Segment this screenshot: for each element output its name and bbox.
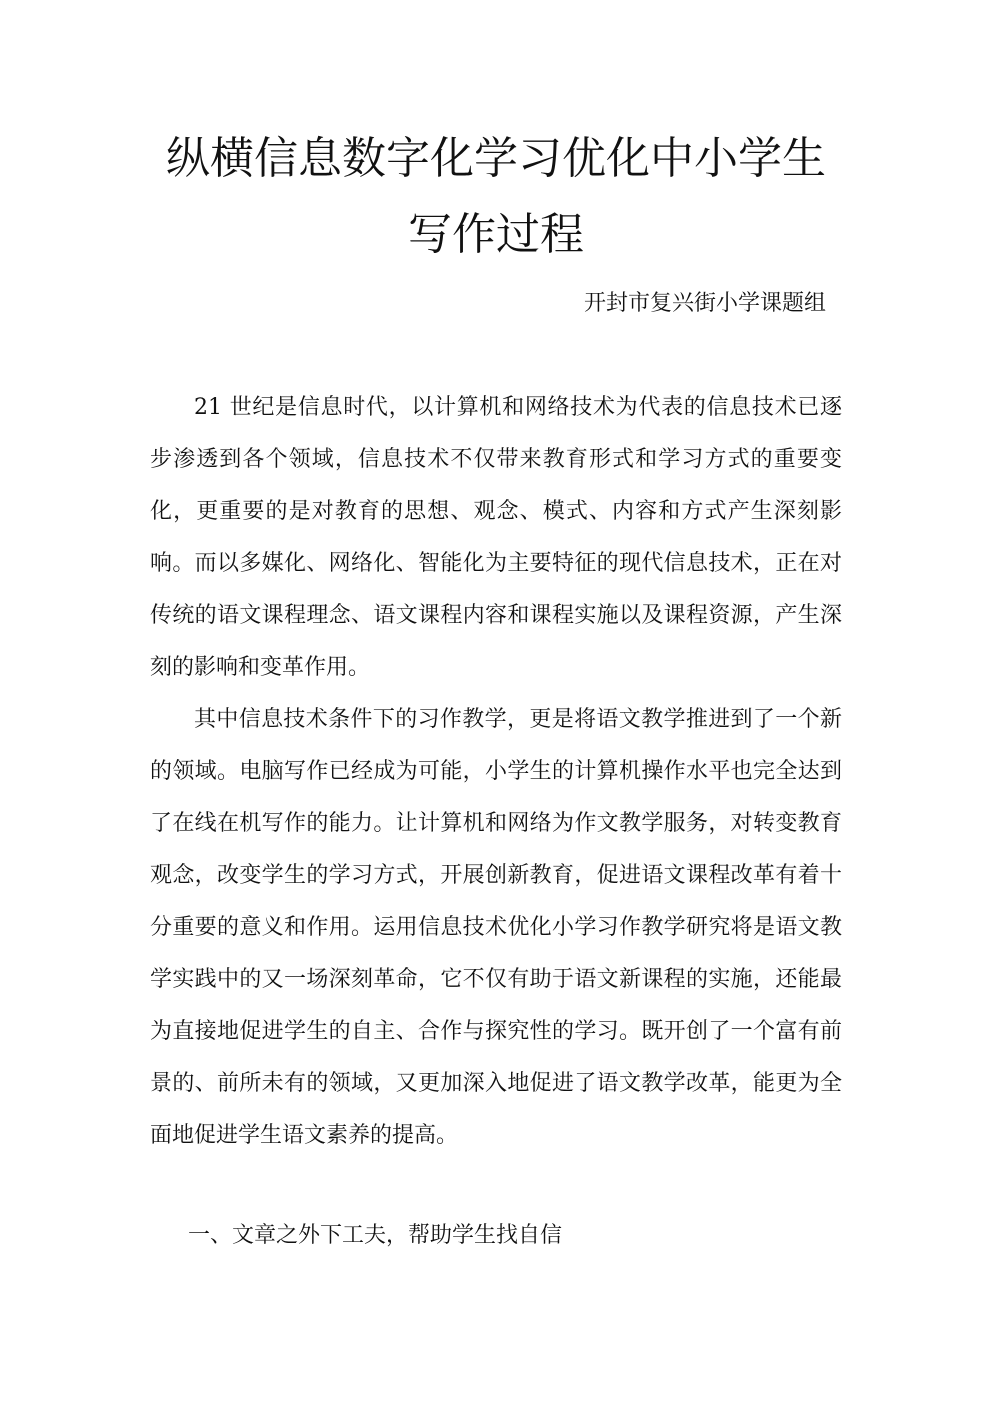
body-paragraph-2: 其中信息技术条件下的习作教学，更是将语文教学推进到了一个新的领域。电脑写作已经成为可能，小学生的计算机操作水平也完全达到了在线在机写作的能力。让计算机和网络为作文教学服务，对转变教育观念，改变学生的学习方式，开展创新教育，促进语文课程改革有着十分重要的意义和作用。运用信息技术优化小学习作教学研究将是语文教学实践中的又一场深刻革命，它不仅有助于语文新课程的实施，还能最为直接地促进学生的自主、合作与探究性的学习。既开创了一个富有前景的、前所未有的领域，又更加深入地促进了语文教学改革，能更为全面地促进学生语文素养的提高。 [150, 707, 842, 1148]
document-title-line-2: 写作过程 [408, 209, 584, 260]
section-heading: 一、文章之外下工夫，帮助学生找自信 [188, 1223, 563, 1248]
body-paragraph-1: 21 世纪是信息时代，以计算机和网络技术为代表的信息技术已逐步渗透到各个领域，信息技术不仅带来教育形式和学习方式的重要变化，更重要的是对教育的思想、观念、模式、内容和方式产生深刻影响。而以多媒化、网络化、智能化为主要特征的现代信息技术，正在对传统的语文课程理念、语文课程内容和课程实施以及课程资源，产生深刻的影响和变革作用。 [150, 395, 842, 680]
document-title-line-1: 纵横信息数字化学习优化中小学生 [166, 133, 826, 184]
author-byline: 开封市复兴街小学课题组 [583, 291, 826, 316]
